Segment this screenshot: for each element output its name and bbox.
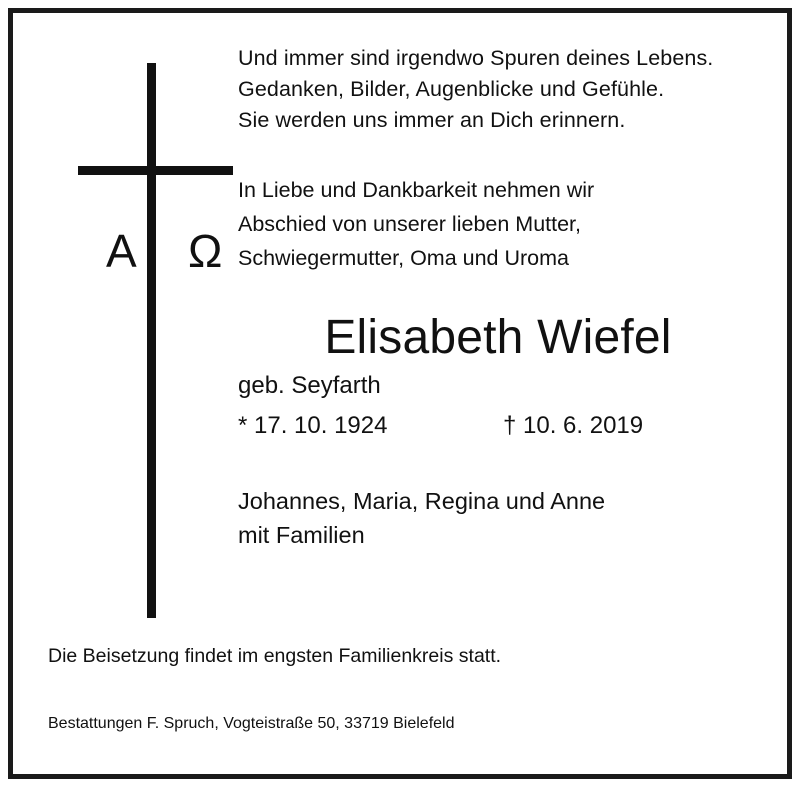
undertaker-info: Bestattungen F. Spruch, Vogteistraße 50, 33719 Bielefeld bbox=[48, 715, 455, 732]
survivors-list bbox=[238, 484, 768, 552]
survivors-line: mit Familien bbox=[238, 522, 365, 549]
notice-content bbox=[13, 13, 787, 774]
text-column bbox=[238, 43, 768, 552]
deceased-name: Elisabeth Wiefel bbox=[324, 311, 672, 364]
alpha-icon: A bbox=[106, 225, 137, 277]
verse-line: Gedanken, Bilder, Augenblicke und Gefühle. bbox=[238, 77, 665, 101]
survivors-line: Johannes, Maria, Regina und Anne bbox=[238, 488, 606, 515]
intro-line: Schwiegermutter, Oma und Uroma bbox=[238, 246, 569, 270]
burial-note: Die Beisetzung findet im engsten Familienkreis statt. bbox=[48, 645, 502, 667]
cross-symbol bbox=[43, 43, 233, 623]
alpha-omega-group bbox=[78, 218, 233, 288]
omega-icon: Ω bbox=[188, 225, 223, 277]
announcement-intro bbox=[238, 173, 768, 275]
life-dates bbox=[238, 412, 768, 440]
cross-vertical-bar bbox=[147, 63, 156, 618]
intro-line: In Liebe und Dankbarkeit nehmen wir bbox=[238, 178, 595, 202]
death-date: † 10. 6. 2019 bbox=[503, 412, 644, 440]
cross-horizontal-bar bbox=[78, 166, 233, 175]
intro-line: Abschied von unserer lieben Mutter, bbox=[238, 212, 582, 236]
birth-date: * 17. 10. 1924 bbox=[238, 412, 388, 440]
verse-line: Und immer sind irgendwo Spuren deines Lebens. bbox=[238, 46, 714, 70]
deceased-maiden-name: geb. Seyfarth bbox=[238, 372, 381, 400]
verse-line: Sie werden uns immer an Dich erinnern. bbox=[238, 108, 626, 132]
memorial-verse bbox=[238, 43, 768, 136]
